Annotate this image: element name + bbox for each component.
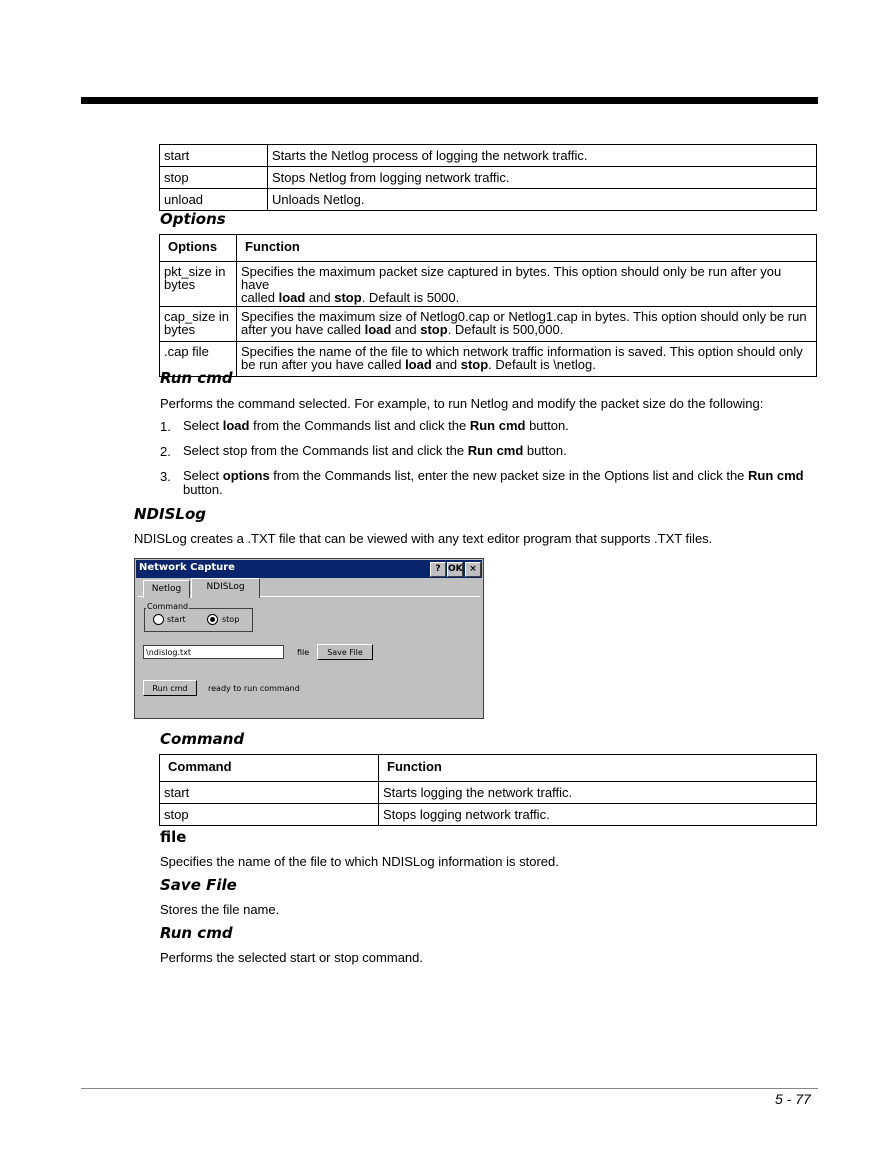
step-number: 1. <box>160 419 171 434</box>
option-name: pkt_size in <box>164 264 226 279</box>
close-button[interactable]: × <box>465 562 481 577</box>
table-cell: Stops Netlog from logging network traffic. <box>268 167 817 189</box>
header-rule <box>81 97 818 104</box>
ndislog-heading: NDISLog <box>134 505 206 523</box>
table-row <box>160 804 817 826</box>
table-row <box>160 145 817 167</box>
radio-start-label: start <box>167 615 186 624</box>
function-text: after you have called <box>241 322 365 337</box>
step-text: Select load from the Commands list and click the Run cmd button. <box>183 418 569 433</box>
table-cell: stop <box>160 167 268 189</box>
network-capture-dialog <box>134 558 484 719</box>
file-heading: file <box>160 828 187 846</box>
option-name: bytes <box>164 277 196 292</box>
column-header: Function <box>237 235 817 262</box>
table-row <box>160 307 817 342</box>
ndislog-intro: NDISLog creates a .TXT file that can be viewed with any text editor program that supports .TXT files. <box>134 531 713 546</box>
column-header: Command <box>160 755 379 782</box>
run-cmd-heading: Run cmd <box>160 369 233 387</box>
table-cell <box>237 307 817 342</box>
function-bold: stop <box>420 322 448 337</box>
function-bold: stop <box>334 290 362 305</box>
save-file-text: Stores the file name. <box>160 902 280 917</box>
footer-rule <box>81 1088 818 1089</box>
step-text: Select options from the Commands list, enter the new packet size in the Options list and click the Run cmd button. <box>183 468 804 497</box>
tab-ndislog[interactable]: NDISLog <box>191 578 260 598</box>
file-input[interactable]: \ndislog.txt <box>143 645 284 659</box>
table-row <box>160 782 817 804</box>
function-bold: load <box>364 322 392 337</box>
table-cell: Starts the Netlog process of logging the network traffic. <box>268 145 817 167</box>
run-cmd-text-2: Performs the selected start or stop command. <box>160 950 423 965</box>
function-bold: load <box>278 290 306 305</box>
table-cell: stop <box>160 804 379 826</box>
table-row <box>160 262 817 307</box>
dialog-title-bar <box>136 560 482 578</box>
options-table <box>159 234 817 377</box>
column-header: Options <box>160 235 237 262</box>
step-text: Select stop from the Commands list and click the Run cmd button. <box>183 443 567 458</box>
function-text: be run after you have called <box>241 357 406 372</box>
table-cell <box>237 342 817 377</box>
function-text: . Default is \netlog. <box>488 357 596 372</box>
table-cell: Stops logging network traffic. <box>379 804 817 826</box>
step-number: 3. <box>160 469 171 484</box>
table-cell: unload <box>160 189 268 211</box>
radio-start[interactable] <box>153 614 164 625</box>
function-text: Specifies the maximum size of Netlog0.cap or Netlog1.cap in bytes. This option should only be run <box>241 309 807 324</box>
table-cell <box>237 262 817 307</box>
function-text: . Default is 5000. <box>361 290 460 305</box>
dialog-title: Network Capture <box>139 562 235 573</box>
save-file-button[interactable]: Save File <box>317 644 373 660</box>
column-header: Function <box>379 755 817 782</box>
table-cell: start <box>160 145 268 167</box>
run-cmd-heading-2: Run cmd <box>160 924 233 942</box>
function-text: and <box>391 322 421 337</box>
function-text: called <box>241 290 279 305</box>
table-row <box>160 342 817 377</box>
function-bold: stop <box>460 357 489 372</box>
command-heading: Command <box>160 730 245 748</box>
table-header-row <box>160 755 817 782</box>
radio-stop-label: stop <box>222 615 240 624</box>
file-text: Specifies the name of the file to which NDISLog information is stored. <box>160 854 559 869</box>
table-header-row <box>160 235 817 262</box>
table-cell: start <box>160 782 379 804</box>
function-text: Specifies the name of the file to which network traffic information is saved. This option should only <box>241 344 803 359</box>
step-number: 2. <box>160 444 171 459</box>
table-row <box>160 189 817 211</box>
option-name: cap_size in <box>164 309 230 324</box>
function-text: and <box>305 290 335 305</box>
table-cell <box>160 307 237 342</box>
file-label: file <box>297 648 310 657</box>
page-number: 5 - 77 <box>775 1091 811 1107</box>
netlog-command-table <box>159 144 817 211</box>
function-text: Specifies the maximum packet size captured in bytes. This option should only be run after you have <box>241 264 782 292</box>
save-file-heading: Save File <box>160 876 237 894</box>
function-text: . Default is 500,000. <box>447 322 564 337</box>
option-name: .cap file <box>164 344 209 359</box>
options-heading: Options <box>160 210 226 228</box>
ndislog-command-table <box>159 754 817 826</box>
table-cell <box>160 262 237 307</box>
function-bold: load <box>405 357 432 372</box>
status-text: ready to run command <box>208 684 300 693</box>
table-cell: Unloads Netlog. <box>268 189 817 211</box>
command-group-label: Command <box>147 602 189 611</box>
function-text: and <box>431 357 461 372</box>
help-button[interactable]: ? <box>430 562 446 577</box>
ok-button[interactable]: OK <box>447 562 463 577</box>
table-cell: Starts logging the network traffic. <box>379 782 817 804</box>
tab-netlog[interactable]: Netlog <box>143 580 190 598</box>
option-name: bytes <box>164 322 196 337</box>
run-cmd-button[interactable]: Run cmd <box>143 680 197 696</box>
radio-stop[interactable] <box>207 614 218 625</box>
run-cmd-intro: Performs the command selected. For example, to run Netlog and modify the packet size do the following: <box>160 396 764 411</box>
table-row <box>160 167 817 189</box>
